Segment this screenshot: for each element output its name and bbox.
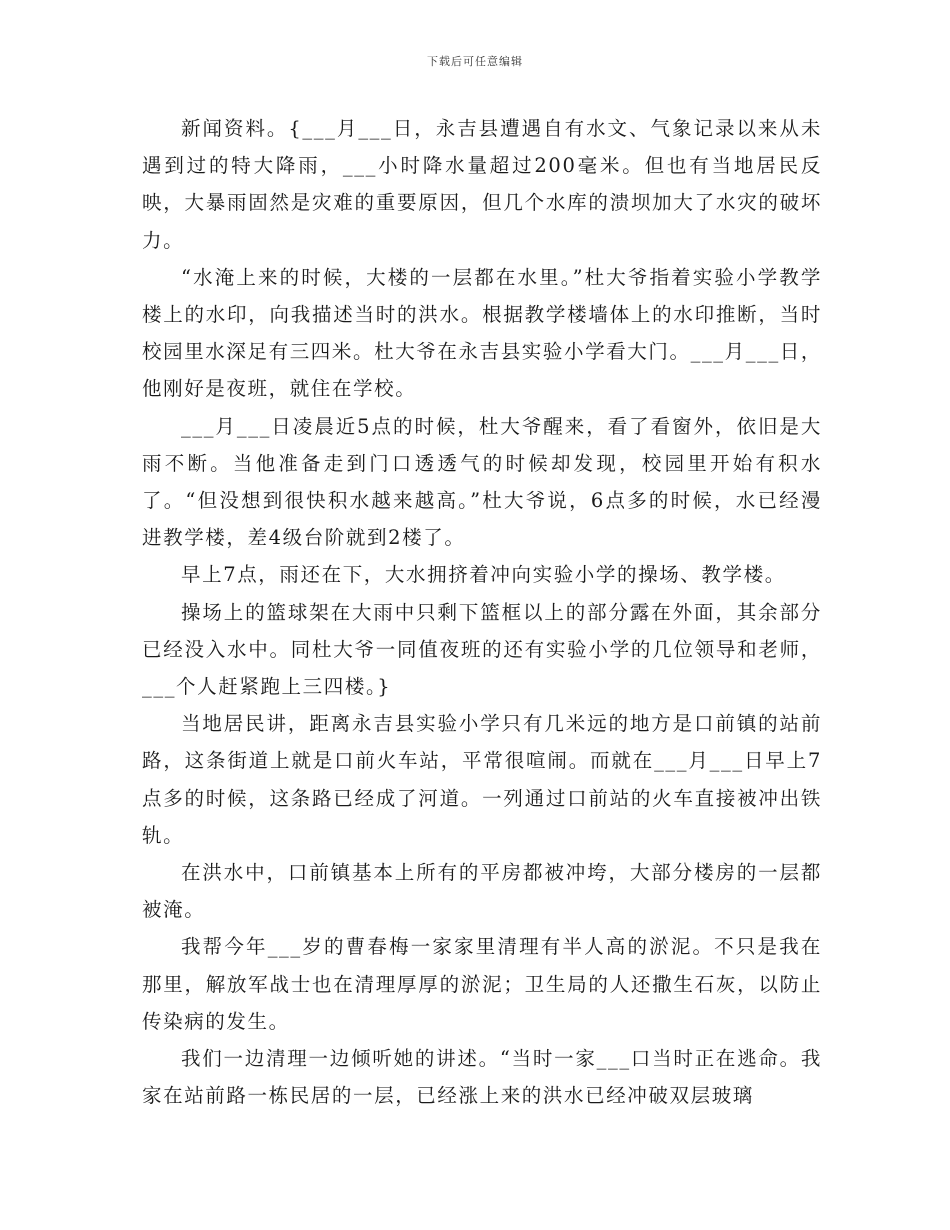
paragraph-6: 当地居民讲，距离永吉县实验小学只有几米远的地方是口前镇的站前路，这条街道上就是口前火车站，平常很喧闹。而就在___月___日早上7点多的时候，这条路已经成了河道。一列通过口前站的火车直接被冲出铁轨。	[142, 712, 822, 847]
paragraph-3: ___月___日凌晨近5点的时候，杜大爷醒来，看了看窗外，依旧是大雨不断。当他准备走到门口透透气的时候却发现，校园里开始有积水了。“但没想到很快积水越来越高。”杜大爷说，6点多的时候，水已经漫进教学楼，差4级台阶就到2楼了。	[142, 414, 822, 550]
paragraph-7: 在洪水中，口前镇基本上所有的平房都被冲垮，大部分楼房的一层都被淹。	[142, 861, 822, 922]
header-note: 下载后可任意编辑	[427, 55, 523, 68]
paragraph-5: 操场上的篮球架在大雨中只剩下篮框以上的部分露在外面，其余部分已经没入水中。同杜大爷一同值夜班的还有实验小学的几位领导和老师，___个人赶紧跑上三四楼。}	[142, 600, 822, 699]
paragraph-1: 新闻资料。{___月___日，永吉县遭遇自有水文、气象记录以来从未遇到过的特大降雨，___小时降水量超过200毫米。但也有当地居民反映，大暴雨固然是灾难的重要原因，但几个水库的溃坝加大了水灾的破坏力。	[142, 117, 822, 252]
article-body	[142, 110, 822, 1114]
paragraph-4: 早上7点，雨还在下，大水拥挤着冲向实验小学的操场、教学楼。	[181, 563, 786, 587]
paragraph-8: 我帮今年___岁的曹春梅一家家里清理有半人高的淤泥。不只是我在那里，解放军战士也在清理厚厚的淤泥；卫生局的人还撒生石灰，以防止传染病的发生。	[142, 935, 822, 1033]
paragraph-9: 我们一边清理一边倾听她的讲述。“当时一家___口当时正在逃命。我家在站前路一栋民居的一层，已经涨上来的洪水已经冲破双层玻璃	[142, 1047, 822, 1108]
paragraph-2: “水淹上来的时候，大楼的一层都在水里。”杜大爷指着实验小学教学楼上的水印，向我描述当时的洪水。根据教学楼墙体上的水印推断，当时校园里水深足有三四米。杜大爷在永吉县实验小学看大门。___月___日，他刚好是夜班，就住在学校。	[142, 265, 823, 401]
